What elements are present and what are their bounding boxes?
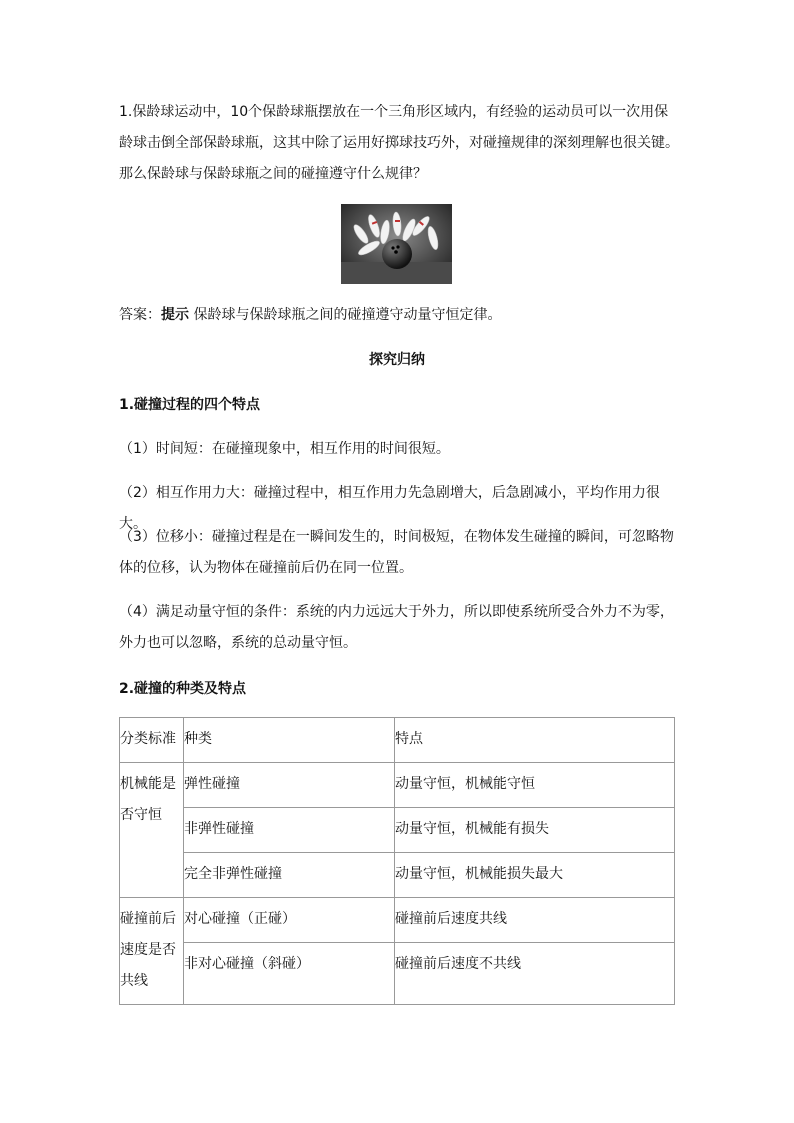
answer-text: 保龄球与保龄球瓶之间的碰撞遵守动量守恒定律。 — [193, 307, 502, 323]
feature-item: （1）时间短：在碰撞现象中，相互作用的时间很短。 — [119, 441, 450, 457]
kind-cell: 完全非弹性碰撞 — [184, 853, 395, 898]
collision-types-table — [119, 717, 675, 1005]
feature-item: （2）相互作用力大：碰撞过程中，相互作用力先急剧增大，后急剧减小，平均作用力很大。 — [119, 485, 660, 532]
heading-collision-types: 2.碰撞的种类及特点 — [119, 681, 247, 697]
feature-cell: 动量守恒，机械能有损失 — [395, 808, 675, 853]
criterion-cell: 机械能是否守恒 — [120, 763, 184, 898]
table-header-cell: 分类标准 — [120, 718, 184, 763]
question-text: 1.保龄球运动中，10个保龄球瓶摆放在一个三角形区域内，有经验的运动员可以一次用保龄球击倒全部保龄球瓶，这其中除了运用好掷球技巧外，对碰撞规律的深刻理解也很关键。那么保龄球与保龄球瓶之间的碰撞遵守什么规律？ — [119, 104, 679, 182]
table-row — [120, 943, 675, 1005]
answer-line — [119, 303, 501, 327]
answer-hint: 提示 — [161, 307, 189, 323]
feature-cell: 动量守恒，机械能损失最大 — [395, 853, 675, 898]
feature-item: （4）满足动量守恒的条件：系统的内力远远大于外力，所以即使系统所受合外力不为零，外力也可以忽略，系统的总动量守恒。 — [119, 604, 674, 651]
section-title: 探究归纳 — [369, 352, 425, 368]
table-row — [120, 808, 675, 853]
table-header-cell: 特点 — [395, 718, 675, 763]
table-header-row — [120, 718, 675, 763]
table-row — [120, 898, 675, 943]
feature-cell: 碰撞前后速度不共线 — [395, 943, 675, 1005]
feature-cell: 碰撞前后速度共线 — [395, 898, 675, 943]
kind-cell: 非对心碰撞（斜碰） — [184, 943, 395, 1005]
answer-label: 答案： — [119, 307, 161, 323]
bowling-illustration — [341, 204, 452, 284]
criterion-cell: 碰撞前后速度是否共线 — [120, 898, 184, 1005]
table-header-cell: 种类 — [184, 718, 395, 763]
kind-cell: 弹性碰撞 — [184, 763, 395, 808]
kind-cell: 对心碰撞（正碰） — [184, 898, 395, 943]
heading-collision-features: 1.碰撞过程的四个特点 — [119, 397, 261, 413]
feature-item: （3）位移小：碰撞过程是在一瞬间发生的，时间极短，在物体发生碰撞的瞬间，可忽略物体的位移，认为物体在碰撞前后仍在同一位置。 — [119, 529, 674, 576]
kind-cell: 非弹性碰撞 — [184, 808, 395, 853]
table-row — [120, 853, 675, 898]
bowling-image — [341, 204, 452, 284]
feature-cell: 动量守恒，机械能守恒 — [395, 763, 675, 808]
table-row — [120, 763, 675, 808]
